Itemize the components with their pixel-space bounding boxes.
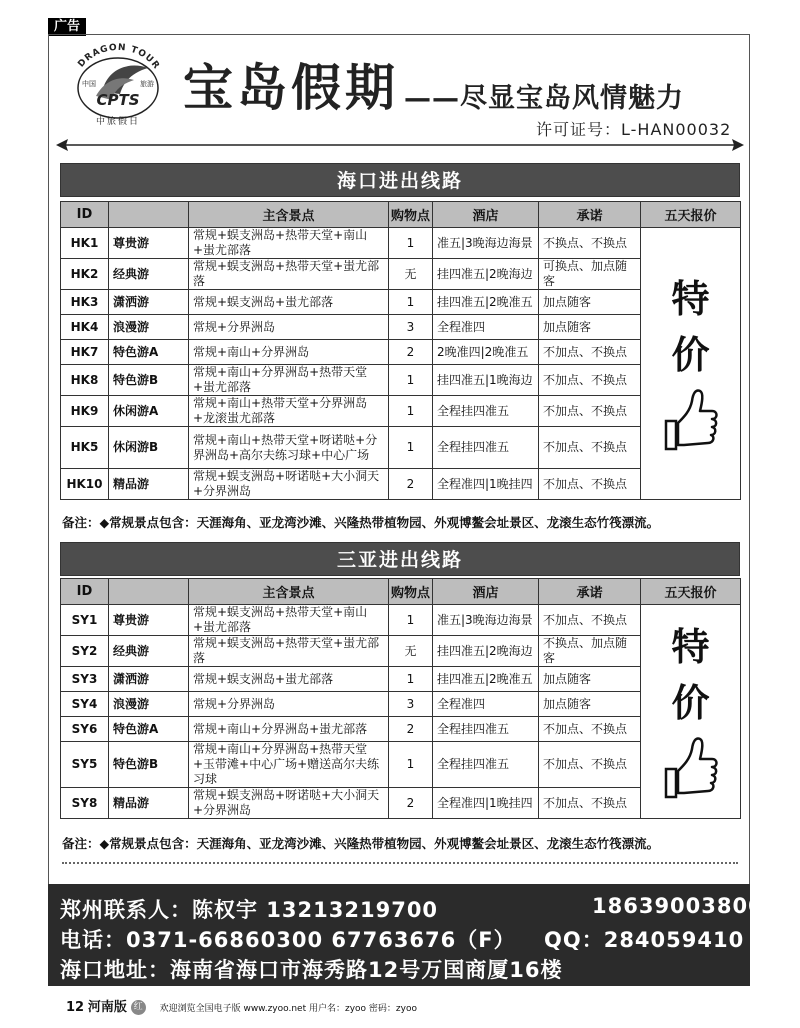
dotted-divider xyxy=(62,862,738,864)
route-id: HK7 xyxy=(61,340,109,365)
special-price-char: 特 xyxy=(671,623,710,669)
column-header: ID xyxy=(61,202,109,228)
route-name: 尊贵游 xyxy=(109,605,189,636)
table-row xyxy=(61,315,741,340)
route-hotel: 全程挂四准五 xyxy=(433,427,539,469)
column-header: 五天报价 xyxy=(641,579,741,605)
route-id: SY8 xyxy=(61,788,109,819)
column-header: 酒店 xyxy=(433,202,539,228)
haikou-routes-table xyxy=(60,201,741,500)
route-name: 浪漫游 xyxy=(109,315,189,340)
contact-panel xyxy=(48,884,764,986)
route-shopping: 1 xyxy=(389,742,433,788)
route-promise: 加点随客 xyxy=(539,667,641,692)
route-name: 经典游 xyxy=(109,259,189,290)
contact-qq: QQ：284059410 xyxy=(544,928,745,952)
route-hotel: 挂四准五|2晚海边 xyxy=(433,636,539,667)
logo-bottom-text: 中旅假日 xyxy=(95,117,141,126)
special-price-char: 价 xyxy=(671,679,710,725)
route-promise: 加点随客 xyxy=(539,692,641,717)
cpts-logo xyxy=(62,42,174,126)
contact-mobile: 18639003800 xyxy=(592,894,764,918)
column-header: 主含景点 xyxy=(189,202,389,228)
route-id: HK5 xyxy=(61,427,109,469)
route-id: SY5 xyxy=(61,742,109,788)
route-hotel: 挂四准五|2晚海边 xyxy=(433,259,539,290)
column-header: 五天报价 xyxy=(641,202,741,228)
table-row xyxy=(61,427,741,469)
sanya-note: 备注：◆常规景点包含：天涯海角、亚龙湾沙滩、兴隆热带植物园、外观博鳌会址景区、龙滚生态竹筏漂流。 xyxy=(62,836,660,851)
route-promise: 不换点、加点随客 xyxy=(539,636,641,667)
table-row xyxy=(61,396,741,427)
route-hotel: 挂四准五|2晚准五 xyxy=(433,667,539,692)
column-header: 承诺 xyxy=(539,579,641,605)
route-shopping: 2 xyxy=(389,717,433,742)
table-header-row xyxy=(61,579,741,605)
route-spots: 常规+南山+分界洲岛+热带天堂+玉带滩+中心广场+赠送高尔夫练习球 xyxy=(189,742,389,788)
contact-phone: 电话：0371-66860300 67763676（F） xyxy=(60,928,516,952)
route-spots: 常规+蜈支洲岛+蚩尤部落 xyxy=(189,667,389,692)
column-header xyxy=(109,579,189,605)
route-promise: 不加点、不换点 xyxy=(539,365,641,396)
route-id: HK10 xyxy=(61,469,109,500)
route-id: SY3 xyxy=(61,667,109,692)
route-hotel: 全程准四|1晚挂四 xyxy=(433,469,539,500)
route-hotel: 挂四准五|1晚海边 xyxy=(433,365,539,396)
page-footer xyxy=(66,996,417,1015)
double-arrow-divider xyxy=(56,138,744,152)
route-name: 浪漫游 xyxy=(109,692,189,717)
route-name: 潇洒游 xyxy=(109,290,189,315)
table-row xyxy=(61,259,741,290)
route-spots: 常规+蜈支洲岛+呀诺哒+大小洞天+分界洲岛 xyxy=(189,469,389,500)
column-header: 承诺 xyxy=(539,202,641,228)
page-subtitle: ——尽显宝岛风情魅力 xyxy=(404,83,684,114)
route-spots: 常规+蜈支洲岛+呀诺哒+大小洞天+分界洲岛 xyxy=(189,788,389,819)
logo-top-text: DRAGON TOUR xyxy=(76,42,162,72)
route-spots: 常规+南山+热带天堂+分界洲岛+龙滚蚩尤部落 xyxy=(189,396,389,427)
column-header: ID xyxy=(61,579,109,605)
route-shopping: 3 xyxy=(389,692,433,717)
route-spots: 常规+分界洲岛 xyxy=(189,315,389,340)
route-spots: 常规+南山+分界洲岛 xyxy=(189,340,389,365)
route-promise: 不加点、不换点 xyxy=(539,469,641,500)
page-title: 宝岛假期 xyxy=(183,59,399,117)
route-hotel: 全程挂四准五 xyxy=(433,742,539,788)
edition-badge: 红 xyxy=(131,1000,146,1015)
route-id: SY6 xyxy=(61,717,109,742)
section-title-haikou: 海口进出线路 xyxy=(60,163,740,197)
route-shopping: 1 xyxy=(389,290,433,315)
route-id: HK3 xyxy=(61,290,109,315)
route-spots: 常规+分界洲岛 xyxy=(189,692,389,717)
route-promise: 不换点、不换点 xyxy=(539,228,641,259)
table-row xyxy=(61,365,741,396)
route-shopping: 1 xyxy=(389,605,433,636)
route-promise: 不加点、不换点 xyxy=(539,788,641,819)
special-price-cell xyxy=(641,228,741,500)
route-shopping: 2 xyxy=(389,340,433,365)
route-spots: 常规+南山+分界洲岛+蚩尤部落 xyxy=(189,717,389,742)
route-shopping: 2 xyxy=(389,788,433,819)
route-spots: 常规+蜈支洲岛+热带天堂+南山+蚩尤部落 xyxy=(189,228,389,259)
special-price-cell xyxy=(641,605,741,819)
table-row xyxy=(61,290,741,315)
route-name: 休闲游B xyxy=(109,427,189,469)
logo-mark: CPTS xyxy=(96,91,140,109)
route-shopping: 无 xyxy=(389,636,433,667)
route-hotel: 准五|3晚海边海景 xyxy=(433,228,539,259)
column-header: 主含景点 xyxy=(189,579,389,605)
route-name: 精品游 xyxy=(109,788,189,819)
route-id: SY2 xyxy=(61,636,109,667)
sanya-routes-table xyxy=(60,578,741,819)
table-row xyxy=(61,469,741,500)
route-spots: 常规+南山+分界洲岛+热带天堂+蚩尤部落 xyxy=(189,365,389,396)
table-row xyxy=(61,605,741,636)
route-shopping: 1 xyxy=(389,228,433,259)
license-number: 许可证号：L-HAN00032 xyxy=(536,120,732,139)
route-name: 精品游 xyxy=(109,469,189,500)
ad-tag: 广告 xyxy=(48,18,86,36)
edition-label: 河南版 xyxy=(87,1000,127,1015)
special-price-char: 价 xyxy=(671,331,710,377)
route-hotel: 全程挂四准五 xyxy=(433,396,539,427)
logo-right-text: 旅游 xyxy=(140,80,154,88)
route-id: HK9 xyxy=(61,396,109,427)
table-row xyxy=(61,667,741,692)
column-header xyxy=(109,202,189,228)
route-id: HK2 xyxy=(61,259,109,290)
route-name: 特色游B xyxy=(109,742,189,788)
contact-person: 郑州联系人：陈权宇 13213219700 xyxy=(60,898,439,922)
table-row xyxy=(61,717,741,742)
route-promise: 不加点、不换点 xyxy=(539,396,641,427)
route-name: 尊贵游 xyxy=(109,228,189,259)
route-hotel: 全程准四 xyxy=(433,692,539,717)
route-name: 特色游A xyxy=(109,717,189,742)
route-name: 潇洒游 xyxy=(109,667,189,692)
route-id: SY4 xyxy=(61,692,109,717)
route-promise: 不加点、不换点 xyxy=(539,742,641,788)
route-hotel: 全程准四|1晚挂四 xyxy=(433,788,539,819)
footer-site-text: 欢迎浏览全国电子版 www.zyoo.net 用户名：zyoo 密码：zyoo xyxy=(159,1004,417,1014)
route-spots: 常规+蜈支洲岛+热带天堂+蚩尤部落 xyxy=(189,259,389,290)
route-promise: 不加点、不换点 xyxy=(539,717,641,742)
route-promise: 不加点、不换点 xyxy=(539,340,641,365)
table-row xyxy=(61,742,741,788)
table-row xyxy=(61,228,741,259)
route-spots: 常规+蜈支洲岛+热带天堂+南山+蚩尤部落 xyxy=(189,605,389,636)
route-shopping: 3 xyxy=(389,315,433,340)
route-hotel: 准五|3晚海边海景 xyxy=(433,605,539,636)
route-shopping: 1 xyxy=(389,396,433,427)
contact-address: 海口地址：海南省海口市海秀路12号万国商厦16楼 xyxy=(60,958,563,982)
route-promise: 可换点、加点随客 xyxy=(539,259,641,290)
route-spots: 常规+南山+热带天堂+呀诺哒+分界洲岛+高尔夫练习球+中心广场 xyxy=(189,427,389,469)
thumbs-up-icon xyxy=(662,731,720,801)
haikou-note: 备注：◆常规景点包含：天涯海角、亚龙湾沙滩、兴隆热带植物园、外观博鳌会址景区、龙滚生态竹筏漂流。 xyxy=(62,515,660,530)
route-shopping: 1 xyxy=(389,427,433,469)
special-price-char: 特 xyxy=(671,275,710,321)
route-spots: 常规+蜈支洲岛+热带天堂+蚩尤部落 xyxy=(189,636,389,667)
route-promise: 加点随客 xyxy=(539,315,641,340)
route-promise: 加点随客 xyxy=(539,290,641,315)
route-id: HK1 xyxy=(61,228,109,259)
table-row xyxy=(61,636,741,667)
route-id: HK8 xyxy=(61,365,109,396)
route-name: 特色游B xyxy=(109,365,189,396)
route-shopping: 2 xyxy=(389,469,433,500)
page-number: 12 xyxy=(66,1000,85,1015)
table-header-row xyxy=(61,202,741,228)
route-shopping: 1 xyxy=(389,365,433,396)
route-hotel: 全程挂四准五 xyxy=(433,717,539,742)
route-name: 休闲游A xyxy=(109,396,189,427)
route-name: 特色游A xyxy=(109,340,189,365)
table-row xyxy=(61,692,741,717)
thumbs-up-icon xyxy=(662,383,720,453)
route-spots: 常规+蜈支洲岛+蚩尤部落 xyxy=(189,290,389,315)
route-hotel: 2晚准四|2晚准五 xyxy=(433,340,539,365)
column-header: 酒店 xyxy=(433,579,539,605)
route-name: 经典游 xyxy=(109,636,189,667)
logo-left-text: 中国 xyxy=(82,80,96,88)
section-title-sanya: 三亚进出线路 xyxy=(60,542,740,576)
route-shopping: 无 xyxy=(389,259,433,290)
route-hotel: 全程准四 xyxy=(433,315,539,340)
route-promise: 不加点、不换点 xyxy=(539,605,641,636)
route-id: SY1 xyxy=(61,605,109,636)
route-id: HK4 xyxy=(61,315,109,340)
column-header: 购物点 xyxy=(389,202,433,228)
route-hotel: 挂四准五|2晚准五 xyxy=(433,290,539,315)
table-row xyxy=(61,788,741,819)
route-promise: 不加点、不换点 xyxy=(539,427,641,469)
table-row xyxy=(61,340,741,365)
column-header: 购物点 xyxy=(389,579,433,605)
route-shopping: 1 xyxy=(389,667,433,692)
